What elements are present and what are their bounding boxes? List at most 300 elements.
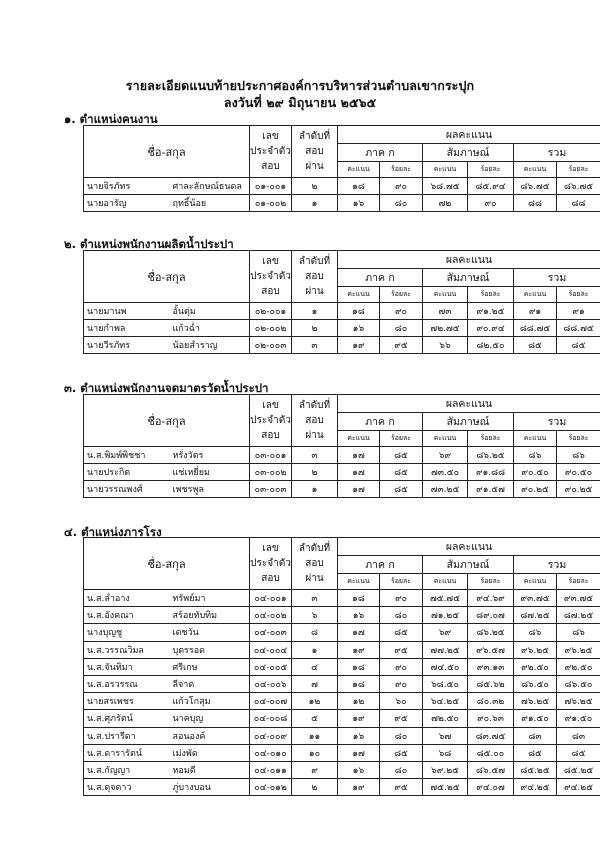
- interview-percent-cell: ๘๖.๒๕: [468, 624, 514, 641]
- total-percent-cell: ๙๑: [557, 303, 600, 320]
- first-name-cell: นางบุญชู: [84, 624, 169, 641]
- part-a-points-cell: ๑๘: [338, 675, 380, 692]
- interview-percent-cell: ๙๖.๕๗: [468, 641, 514, 658]
- part-a-points-cell: ๑๖: [338, 761, 380, 778]
- rank-cell: ๑๐: [292, 744, 338, 761]
- interview-points-cell: ๗๕.๒๕: [423, 779, 468, 796]
- first-name-cell: นายวรรณพงศ์: [84, 481, 169, 498]
- rank-cell: ๑: [292, 303, 338, 320]
- points-subheader: คะแนน: [423, 574, 468, 590]
- part-a-points-cell: ๑๘: [338, 178, 380, 195]
- exam-id-cell: ๐๒-๐๐๑: [250, 303, 292, 320]
- interview-percent-cell: ๙๐: [468, 195, 514, 212]
- first-name-cell: นายประกิต: [84, 464, 169, 481]
- first-name-cell: นายวีรภัทร: [84, 337, 169, 354]
- part-a-percent-cell: ๙๐: [380, 675, 423, 692]
- part-a-points-cell: ๑๒: [338, 693, 380, 710]
- last-name-cell: เม่งพัด: [169, 744, 250, 761]
- first-name-cell: น.ส.ลำอาง: [84, 590, 169, 607]
- part-a-percent-cell: ๙๐: [380, 658, 423, 675]
- table-row: [84, 464, 600, 481]
- interview-points-cell: ๗๓.๒๕: [423, 481, 468, 498]
- interview-percent-cell: ๙๑.๒๕: [468, 303, 514, 320]
- table-row: [84, 710, 600, 727]
- table-row: [84, 658, 600, 675]
- score-table: [83, 537, 600, 796]
- exam-id-header-line: ประจำตัว: [250, 271, 291, 282]
- name-header: ชื่อ-สกุล: [84, 126, 250, 178]
- table-row: [84, 779, 600, 796]
- part-a-points-cell: ๑๖: [338, 195, 380, 212]
- interview-points-cell: ๖๔.๒๕: [423, 693, 468, 710]
- part-a-points-cell: ๑๘: [338, 658, 380, 675]
- last-name-cell: แก้วโกสุม: [169, 693, 250, 710]
- exam-id-cell: ๐๔-๐๑๐: [250, 744, 292, 761]
- exam-id-cell: ๐๓-๐๐๑: [250, 447, 292, 464]
- part-a-percent-cell: ๙๐: [380, 178, 423, 195]
- section-heading: ๒. ตำแหน่งพนักงานผลิตน้ำประปา: [64, 237, 234, 251]
- rank-header-line: ลำดับที่: [298, 543, 331, 554]
- rank-header-line: ลำดับที่: [298, 256, 331, 267]
- part-a-percent-cell: ๘๐: [380, 727, 423, 744]
- interview-percent-cell: ๙๔.๐๗: [468, 779, 514, 796]
- score-table: [83, 250, 600, 354]
- table-row: [84, 641, 600, 658]
- total-points-cell: ๘๖.๕๐: [514, 675, 557, 692]
- rank-header-line: ผ่าน: [305, 286, 324, 297]
- last-name-cell: เดชวัน: [169, 624, 250, 641]
- rank-cell: ๑๒: [292, 693, 338, 710]
- points-subheader: คะแนน: [423, 287, 468, 303]
- interview-points-cell: ๖๘: [423, 744, 468, 761]
- score-header: ผลคะแนน: [338, 538, 600, 556]
- table-row: [84, 481, 600, 498]
- points-subheader: คะแนน: [338, 431, 380, 447]
- first-name-cell: น.ส.กัญญา: [84, 761, 169, 778]
- interview-percent-cell: ๙๑.๕๗: [468, 481, 514, 498]
- interview-points-cell: ๗๔.๕๐: [423, 658, 468, 675]
- percent-subheader: ร้อยละ: [468, 431, 514, 447]
- table-row: [84, 337, 600, 354]
- document-date: ลงวันที่ ๒๙ มิถุนายน ๒๕๖๕: [223, 95, 377, 110]
- total-percent-cell: ๘๘.๗๕: [557, 320, 600, 337]
- exam-id-cell: ๐๒-๐๐๒: [250, 320, 292, 337]
- rank-cell: ๑: [292, 641, 338, 658]
- part-a-points-cell: ๑๙: [338, 337, 380, 354]
- points-subheader: คะแนน: [514, 431, 557, 447]
- points-subheader: คะแนน: [338, 574, 380, 590]
- interview-percent-cell: ๘๒.๕๐: [468, 337, 514, 354]
- total-header: รวม: [514, 269, 600, 287]
- interview-percent-cell: ๙๓.๑๓: [468, 658, 514, 675]
- percent-subheader: ร้อยละ: [380, 574, 423, 590]
- total-points-cell: ๙๓.๗๕: [514, 590, 557, 607]
- part-a-header: ภาค ก: [338, 556, 423, 574]
- percent-subheader: ร้อยละ: [468, 287, 514, 303]
- table-row: [84, 320, 600, 337]
- exam-id-cell: ๐๔-๐๐๖: [250, 675, 292, 692]
- rank-cell: ๗: [292, 675, 338, 692]
- exam-id-header-line: สอบ: [261, 430, 280, 441]
- exam-id-header: [250, 538, 292, 590]
- part-a-points-cell: ๑๗: [338, 447, 380, 464]
- first-name-cell: น.ส.ดุจดาว: [84, 779, 169, 796]
- first-name-cell: นายมานพ: [84, 303, 169, 320]
- interview-points-cell: ๗๓.๕๐: [423, 464, 468, 481]
- last-name-cell: เพชรพูล: [169, 481, 250, 498]
- total-percent-cell: ๘๖: [557, 447, 600, 464]
- total-percent-cell: ๘๖.๕๐: [557, 675, 600, 692]
- exam-id-cell: ๐๔-๐๐๑: [250, 590, 292, 607]
- total-percent-cell: ๙๔.๒๕: [557, 779, 600, 796]
- rank-cell: ๓: [292, 447, 338, 464]
- total-points-cell: ๙๐.๕๐: [514, 464, 557, 481]
- table-row: [84, 727, 600, 744]
- total-percent-cell: ๗๖.๒๕: [557, 693, 600, 710]
- total-points-cell: ๗๖.๒๕: [514, 693, 557, 710]
- part-a-percent-cell: ๖๐: [380, 693, 423, 710]
- total-points-cell: ๙๑: [514, 303, 557, 320]
- part-a-points-cell: ๑๖: [338, 727, 380, 744]
- total-points-cell: ๘๕.๒๕: [514, 761, 557, 778]
- total-percent-cell: ๘๓: [557, 727, 600, 744]
- total-points-cell: ๘๘: [514, 195, 557, 212]
- part-a-header: ภาค ก: [338, 413, 423, 431]
- table-row: [84, 303, 600, 320]
- last-name-cell: สอนองค์: [169, 727, 250, 744]
- exam-id-cell: ๐๑-๐๐๒: [250, 195, 292, 212]
- total-percent-cell: ๘๕: [557, 744, 600, 761]
- total-points-cell: ๙๐.๒๕: [514, 481, 557, 498]
- total-points-cell: ๙๔.๒๕: [514, 779, 557, 796]
- rank-header-line: ลำดับที่: [298, 400, 331, 411]
- total-percent-cell: ๙๐.๒๕: [557, 481, 600, 498]
- interview-percent-cell: ๙๑.๘๘: [468, 464, 514, 481]
- part-a-points-cell: ๑๘: [338, 590, 380, 607]
- total-percent-cell: ๙๖.๒๕: [557, 641, 600, 658]
- part-a-percent-cell: ๙๐: [380, 303, 423, 320]
- interview-points-cell: ๖๙.๒๕: [423, 761, 468, 778]
- rank-cell: ๑: [292, 195, 338, 212]
- interview-percent-cell: ๘๐.๓๒: [468, 693, 514, 710]
- first-name-cell: น.ส.พิมพ์พิชชา: [84, 447, 169, 464]
- table-row: [84, 693, 600, 710]
- total-points-cell: ๘๖: [514, 447, 557, 464]
- rank-cell: ๒: [292, 178, 338, 195]
- total-points-cell: ๙๖.๒๕: [514, 641, 557, 658]
- rank-header-line: ผ่าน: [305, 573, 324, 584]
- table-row: [84, 178, 600, 195]
- interview-percent-cell: ๙๐.๖๓: [468, 710, 514, 727]
- part-a-points-cell: ๑๖: [338, 607, 380, 624]
- table-row: [84, 744, 600, 761]
- exam-id-cell: ๐๔-๐๐๙: [250, 727, 292, 744]
- interview-header: สัมภาษณ์: [423, 144, 514, 162]
- score-header: ผลคะแนน: [338, 395, 600, 413]
- part-a-points-cell: ๑๙: [338, 710, 380, 727]
- interview-header: สัมภาษณ์: [423, 269, 514, 287]
- part-a-percent-cell: ๙๕: [380, 337, 423, 354]
- points-subheader: คะแนน: [338, 287, 380, 303]
- total-percent-cell: ๘๕.๒๕: [557, 761, 600, 778]
- exam-id-header-line: สอบ: [261, 573, 280, 584]
- name-header: ชื่อ-สกุล: [84, 395, 250, 447]
- exam-id-cell: ๐๒-๐๐๓: [250, 337, 292, 354]
- points-subheader: คะแนน: [423, 431, 468, 447]
- interview-points-cell: ๖๘.๗๕: [423, 178, 468, 195]
- points-subheader: คะแนน: [338, 162, 380, 178]
- document-title: รายละเอียดแนบท้ายประกาศองค์การบริหารส่วนตำบลเขากระปุก: [125, 78, 475, 93]
- interview-percent-cell: ๘๓.๗๕: [468, 727, 514, 744]
- interview-points-cell: ๖๗: [423, 727, 468, 744]
- exam-id-cell: ๐๔-๐๑๒: [250, 779, 292, 796]
- interview-points-cell: ๖๙: [423, 624, 468, 641]
- part-a-points-cell: ๑๗: [338, 624, 380, 641]
- last-name-cell: ทรัพย์มา: [169, 590, 250, 607]
- table-row: [84, 761, 600, 778]
- total-header: รวม: [514, 144, 600, 162]
- score-header: ผลคะแนน: [338, 126, 600, 144]
- rank-cell: ๑: [292, 481, 338, 498]
- part-a-points-cell: ๑๗: [338, 464, 380, 481]
- last-name-cell: แช่เหยี่ยม: [169, 464, 250, 481]
- rank-header-line: ผ่าน: [305, 430, 324, 441]
- exam-id-header-line: เลข: [262, 131, 279, 142]
- total-percent-cell: ๘๘: [557, 195, 600, 212]
- interview-points-cell: ๗๒.๕๐: [423, 710, 468, 727]
- rank-header: [292, 126, 338, 178]
- rank-header-line: สอบ: [305, 146, 324, 157]
- percent-subheader: ร้อยละ: [380, 431, 423, 447]
- percent-subheader: ร้อยละ: [557, 574, 600, 590]
- last-name-cell: อั้นตุ่ม: [169, 303, 250, 320]
- interview-points-cell: ๗๑.๒๕: [423, 607, 468, 624]
- exam-id-cell: ๐๔-๐๑๑: [250, 761, 292, 778]
- part-a-percent-cell: ๘๕: [380, 744, 423, 761]
- exam-id-header-line: ประจำตัว: [250, 146, 291, 157]
- interview-points-cell: ๖๙: [423, 447, 468, 464]
- part-a-percent-cell: ๘๕: [380, 447, 423, 464]
- points-subheader: คะแนน: [423, 162, 468, 178]
- exam-id-header-line: เลข: [262, 256, 279, 267]
- total-points-cell: ๘๖.๗๕: [514, 178, 557, 195]
- score-table: [83, 394, 600, 498]
- percent-subheader: ร้อยละ: [468, 162, 514, 178]
- interview-points-cell: ๖๖: [423, 337, 468, 354]
- score-table: [83, 125, 600, 212]
- interview-percent-cell: ๘๕.๙๔: [468, 178, 514, 195]
- table-row: [84, 590, 600, 607]
- points-subheader: คะแนน: [514, 574, 557, 590]
- first-name-cell: น.ส.อรวรรณ: [84, 675, 169, 692]
- first-name-cell: นายกำพล: [84, 320, 169, 337]
- rank-cell: ๔: [292, 658, 338, 675]
- interview-points-cell: ๗๓: [423, 303, 468, 320]
- rank-cell: ๑๑: [292, 727, 338, 744]
- interview-points-cell: ๗๗.๒๕: [423, 641, 468, 658]
- total-percent-cell: ๙๓.๗๕: [557, 590, 600, 607]
- points-subheader: คะแนน: [514, 162, 557, 178]
- last-name-cell: ลีจาด: [169, 675, 250, 692]
- part-a-points-cell: ๑๖: [338, 320, 380, 337]
- exam-id-cell: ๐๔-๐๐๓: [250, 624, 292, 641]
- exam-id-header: [250, 251, 292, 303]
- exam-id-header-line: เลข: [262, 400, 279, 411]
- percent-subheader: ร้อยละ: [468, 574, 514, 590]
- part-a-percent-cell: ๙๕: [380, 710, 423, 727]
- part-a-percent-cell: ๘๕: [380, 464, 423, 481]
- rank-cell: ๒: [292, 464, 338, 481]
- part-a-points-cell: ๑๘: [338, 303, 380, 320]
- first-name-cell: น.ส.วรรณวิมล: [84, 641, 169, 658]
- last-name-cell: ศาละลักษณ์ธนดล: [169, 178, 250, 195]
- interview-points-cell: ๖๘.๕๐: [423, 675, 468, 692]
- name-header: ชื่อ-สกุล: [84, 538, 250, 590]
- part-a-percent-cell: ๙๕: [380, 641, 423, 658]
- percent-subheader: ร้อยละ: [557, 431, 600, 447]
- last-name-cell: แก้วฉ่ำ: [169, 320, 250, 337]
- exam-id-header: [250, 126, 292, 178]
- total-points-cell: ๘๕: [514, 744, 557, 761]
- part-a-points-cell: ๑๙: [338, 641, 380, 658]
- rank-cell: ๒: [292, 320, 338, 337]
- interview-percent-cell: ๙๔.๖๙: [468, 590, 514, 607]
- rank-header: [292, 538, 338, 590]
- last-name-cell: ฤทธิ์น้อย: [169, 195, 250, 212]
- section-heading: ๓. ตำแหน่งพนักงานจดมาตรวัดน้ำประปา: [64, 381, 269, 395]
- section-heading: ๑. ตำแหน่งคนงาน: [64, 112, 158, 126]
- interview-percent-cell: ๙๐.๙๔: [468, 320, 514, 337]
- total-percent-cell: ๘๗.๒๕: [557, 607, 600, 624]
- exam-id-header-line: สอบ: [261, 161, 280, 172]
- rank-header-line: สอบ: [305, 415, 324, 426]
- interview-points-cell: ๗๕.๗๕: [423, 590, 468, 607]
- first-name-cell: น.ส.ศุภรัตน์: [84, 710, 169, 727]
- rank-header: [292, 395, 338, 447]
- percent-subheader: ร้อยละ: [380, 162, 423, 178]
- rank-header-line: สอบ: [305, 558, 324, 569]
- table-row: [84, 447, 600, 464]
- first-name-cell: น.ส.อังคณา: [84, 607, 169, 624]
- interview-points-cell: ๗๒.๗๕: [423, 320, 468, 337]
- exam-id-header: [250, 395, 292, 447]
- part-a-percent-cell: ๘๐: [380, 320, 423, 337]
- exam-id-cell: ๐๔-๐๐๒: [250, 607, 292, 624]
- total-points-cell: ๘๖: [514, 624, 557, 641]
- exam-id-header-line: เลข: [262, 543, 279, 554]
- points-subheader: คะแนน: [514, 287, 557, 303]
- section-heading: ๔. ตำแหน่งภารโรง: [64, 525, 162, 539]
- part-a-header: ภาค ก: [338, 144, 423, 162]
- rank-cell: ๖: [292, 607, 338, 624]
- total-points-cell: ๙๑.๕๐: [514, 710, 557, 727]
- rank-cell: ๓: [292, 590, 338, 607]
- first-name-cell: นายจิรภัทร: [84, 178, 169, 195]
- total-percent-cell: ๘๖.๗๕: [557, 178, 600, 195]
- exam-id-cell: ๐๓-๐๐๓: [250, 481, 292, 498]
- percent-subheader: ร้อยละ: [557, 287, 600, 303]
- part-a-points-cell: ๑๗: [338, 481, 380, 498]
- last-name-cell: น้อยสำราญ: [169, 337, 250, 354]
- part-a-percent-cell: ๘๐: [380, 195, 423, 212]
- total-percent-cell: ๘๖: [557, 624, 600, 641]
- exam-id-cell: ๐๔-๐๐๘: [250, 710, 292, 727]
- last-name-cell: ภู่บางบอน: [169, 779, 250, 796]
- interview-percent-cell: ๘๖.๒๕: [468, 447, 514, 464]
- rank-header: [292, 251, 338, 303]
- last-name-cell: หอมดี: [169, 761, 250, 778]
- rank-cell: ๒: [292, 779, 338, 796]
- total-header: รวม: [514, 556, 600, 574]
- part-a-percent-cell: ๙๐: [380, 590, 423, 607]
- first-name-cell: นายอารัญ: [84, 195, 169, 212]
- rank-header-line: สอบ: [305, 271, 324, 282]
- exam-id-header-line: ประจำตัว: [250, 558, 291, 569]
- table-row: [84, 607, 600, 624]
- rank-header-line: ลำดับที่: [298, 131, 331, 142]
- interview-percent-cell: ๘๙.๐๗: [468, 607, 514, 624]
- rank-cell: ๕: [292, 710, 338, 727]
- exam-id-cell: ๐๔-๐๐๗: [250, 693, 292, 710]
- first-name-cell: นายสรเพชร: [84, 693, 169, 710]
- last-name-cell: บุตรรอด: [169, 641, 250, 658]
- total-points-cell: ๘๘.๗๕: [514, 320, 557, 337]
- last-name-cell: นาคบุญ: [169, 710, 250, 727]
- table-row: [84, 195, 600, 212]
- part-a-percent-cell: ๘๐: [380, 607, 423, 624]
- part-a-percent-cell: ๙๕: [380, 779, 423, 796]
- total-points-cell: ๘๕: [514, 337, 557, 354]
- interview-percent-cell: ๘๕.๐๐: [468, 744, 514, 761]
- part-a-percent-cell: ๘๐: [380, 761, 423, 778]
- first-name-cell: น.ส.จันทิมา: [84, 658, 169, 675]
- part-a-percent-cell: ๘๕: [380, 481, 423, 498]
- exam-id-cell: ๐๔-๐๐๔: [250, 641, 292, 658]
- table-row: [84, 675, 600, 692]
- total-percent-cell: ๙๒.๕๐: [557, 658, 600, 675]
- rank-header-line: ผ่าน: [305, 161, 324, 172]
- rank-cell: ๙: [292, 761, 338, 778]
- interview-percent-cell: ๘๕.๖๒: [468, 675, 514, 692]
- interview-header: สัมภาษณ์: [423, 413, 514, 431]
- interview-header: สัมภาษณ์: [423, 556, 514, 574]
- total-points-cell: ๘๗.๒๕: [514, 607, 557, 624]
- name-header: ชื่อ-สกุล: [84, 251, 250, 303]
- total-header: รวม: [514, 413, 600, 431]
- first-name-cell: น.ส.ปรารีดา: [84, 727, 169, 744]
- interview-points-cell: ๗๒: [423, 195, 468, 212]
- total-points-cell: ๙๒.๕๐: [514, 658, 557, 675]
- last-name-cell: หรั่งวัตร: [169, 447, 250, 464]
- total-percent-cell: ๙๑.๕๐: [557, 710, 600, 727]
- part-a-percent-cell: ๘๕: [380, 624, 423, 641]
- part-a-points-cell: ๑๙: [338, 779, 380, 796]
- percent-subheader: ร้อยละ: [380, 287, 423, 303]
- total-points-cell: ๘๓: [514, 727, 557, 744]
- rank-cell: ๘: [292, 624, 338, 641]
- table-row: [84, 624, 600, 641]
- part-a-points-cell: ๑๗: [338, 744, 380, 761]
- part-a-header: ภาค ก: [338, 269, 423, 287]
- score-header: ผลคะแนน: [338, 251, 600, 269]
- percent-subheader: ร้อยละ: [557, 162, 600, 178]
- exam-id-cell: ๐๑-๐๐๑: [250, 178, 292, 195]
- last-name-cell: ศรีเกษ: [169, 658, 250, 675]
- exam-id-header-line: ประจำตัว: [250, 415, 291, 426]
- total-percent-cell: ๙๐.๕๐: [557, 464, 600, 481]
- interview-percent-cell: ๘๖.๕๗: [468, 761, 514, 778]
- rank-cell: ๓: [292, 337, 338, 354]
